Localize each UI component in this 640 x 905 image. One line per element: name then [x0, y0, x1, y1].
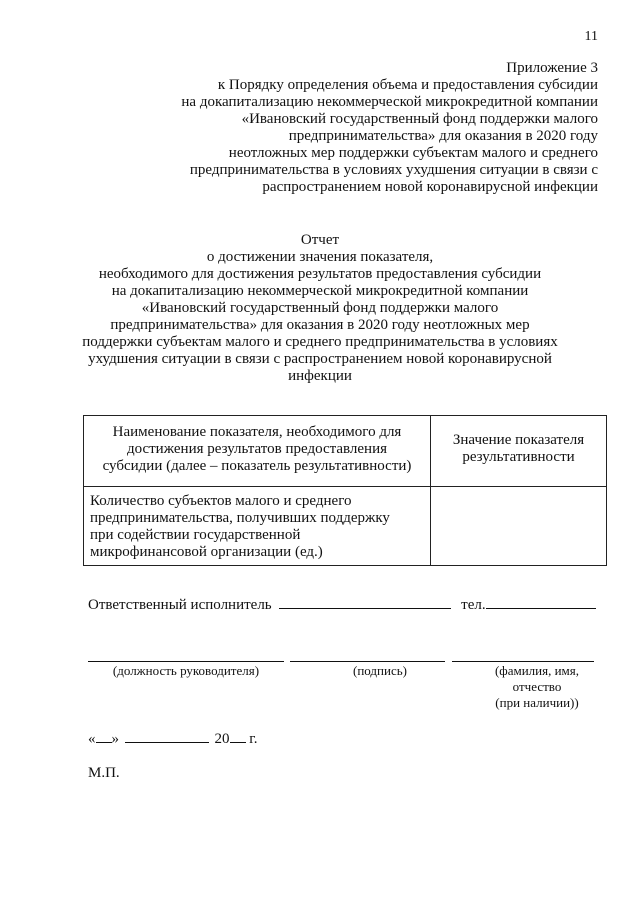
report-title-line: предпринимательства» для оказания в 2020 году неотложных мер [110, 317, 530, 333]
appendix-line: «Ивановский государственный фонд поддержки малого [241, 111, 598, 127]
report-title-line: инфекции [288, 368, 352, 384]
report-title-line: необходимого для достижения результатов предоставления субсидии [98, 266, 542, 282]
report-title-line: ухудшения ситуации в связи с распространением новой коронавирусной [88, 351, 552, 367]
year-blank [230, 729, 246, 743]
date-century: 20 [214, 731, 230, 747]
appendix-line: предпринимательства в условиях ухудшения ситуации в связи с [189, 162, 598, 178]
name-caption-line: (фамилия, имя, [494, 663, 580, 678]
responsible-label: Ответственный исполнитель [88, 597, 272, 613]
responsible-executor-row [88, 595, 596, 614]
indicator-name-line: предпринимательства, получивших поддержку [90, 510, 390, 526]
indicator-name-cell [84, 487, 431, 566]
header-name-line: субсидии (далее – показатель результативности) [102, 458, 412, 474]
indicator-name-line: Количество субъектов малого и среднего [90, 493, 352, 509]
report-title-line: Отчет [300, 232, 340, 248]
signature-caption: (подпись) [353, 663, 407, 678]
report-title-line: поддержки субъектам малого и среднего предпринимательства в условиях [82, 334, 558, 350]
report-title-line: на докапитализацию некоммерческой микрокредитной компании [111, 283, 529, 299]
header-indicator-name [84, 416, 431, 487]
report-title [40, 232, 600, 385]
table-row [84, 487, 607, 566]
stamp-label: М.П. [88, 765, 120, 781]
table-header-row [84, 416, 607, 487]
month-blank [125, 729, 209, 743]
indicator-name-line: при содействии государственной [90, 527, 301, 543]
name-caption-line: (при наличии)) [495, 695, 579, 710]
date-open-quote: « [88, 731, 96, 747]
report-title-line: «Ивановский государственный фонд поддержки малого [141, 300, 499, 316]
signature-line [290, 661, 445, 662]
name-caption-line: отчество [512, 679, 562, 694]
indicator-table [83, 415, 607, 566]
appendix-line: неотложных мер поддержки субъектам малого и среднего [228, 145, 598, 161]
position-caption: (должность руководителя) [112, 663, 260, 678]
responsible-blank [279, 595, 451, 609]
header-name-line: Наименование показателя, необходимого для [112, 424, 402, 440]
page-number: 11 [584, 29, 598, 44]
indicator-value-cell [431, 487, 607, 566]
date-line [88, 729, 257, 748]
phone-blank [486, 595, 596, 609]
appendix-header [60, 60, 598, 196]
position-signature-line [88, 661, 284, 662]
appendix-line: на докапитализацию некоммерческой микрокредитной компании [181, 94, 598, 110]
appendix-line: к Порядку определения объема и предоставления субсидии [217, 77, 598, 93]
name-caption [452, 663, 622, 711]
header-value-line: Значение показателя [452, 432, 585, 448]
date-year-suffix: г. [249, 731, 258, 747]
header-value-line: результативности [462, 449, 575, 465]
appendix-line: Приложение 3 [506, 60, 598, 76]
indicator-name-line: микрофинансовой организации (ед.) [90, 544, 323, 560]
name-signature-line [452, 661, 594, 662]
phone-label: тел. [461, 597, 486, 613]
report-title-line: о достижении значения показателя, [206, 249, 434, 265]
date-close-quote: » [111, 731, 119, 747]
appendix-line: распространением новой коронавирусной инфекции [262, 179, 598, 195]
header-indicator-value [431, 416, 607, 487]
day-blank [96, 729, 112, 743]
appendix-line: предпринимательства» для оказания в 2020 году [288, 128, 598, 144]
header-name-line: достижения результатов предоставления [126, 441, 388, 457]
